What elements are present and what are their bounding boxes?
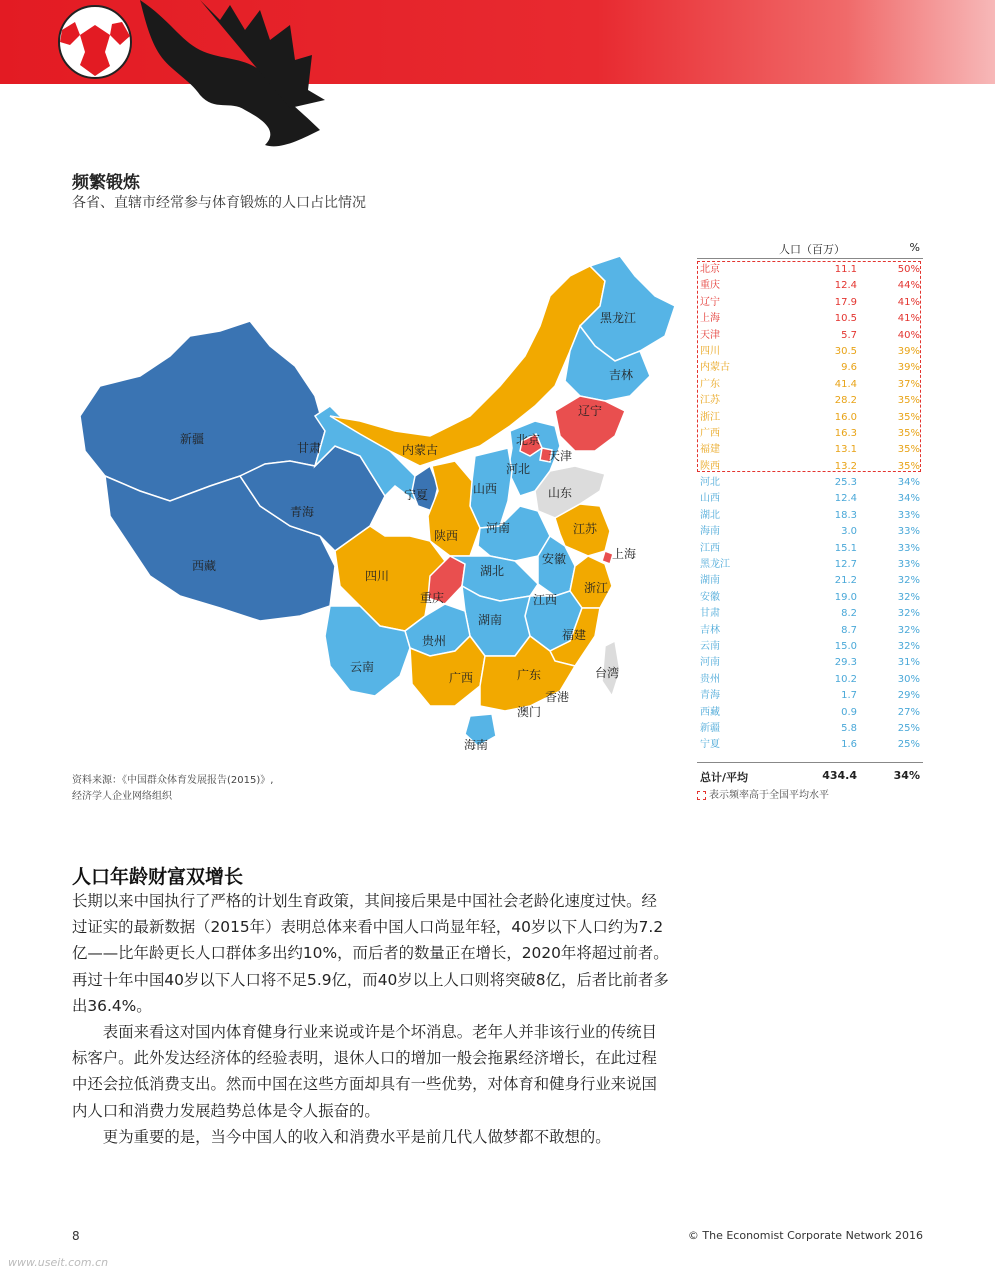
article-paragraph-1: 长期以来中国执行了严格的计划生育政策，其间接后果是中国社会老龄化速度过快。经过证实的最新数据（2015年）表明总体来看中国人口尚显年轻，40岁以下人口约为7.2亿——比年龄更长人口群体多出约10%，而后者的数量正在增长，2020年将超过前者。再过十年中国40岁以下人口将不足5.9亿，而40岁以上人口则将突破8亿，后者比前者多出36.4%。 (72, 892, 669, 1015)
row-population: 1.7 (841, 690, 857, 702)
total-label: 总计/平均 (700, 770, 749, 784)
row-percent: 33% (897, 526, 920, 538)
chart-title: 频繁锻炼 (72, 173, 140, 193)
row-percent: 41% (897, 296, 920, 308)
label-heilongjiang: 黑龙江 (600, 311, 637, 325)
row-province: 广东 (700, 378, 720, 390)
table-row (697, 721, 923, 737)
label-tianjin: 天津 (548, 449, 573, 463)
article-paragraph-3: 更为重要的是，当今中国人的收入和消费水平是前几代人做梦都不敢想的。 (102, 1127, 611, 1146)
label-anhui: 安徽 (542, 552, 567, 566)
row-province: 宁夏 (700, 739, 720, 751)
table-row (697, 328, 923, 344)
row-province: 天津 (700, 329, 720, 341)
row-percent: 41% (897, 313, 920, 325)
total-percent: 34% (893, 768, 920, 782)
label-neimenggu: 内蒙古 (402, 443, 439, 457)
article-heading: 人口年龄财富双增长 (72, 866, 244, 888)
row-province: 上海 (700, 313, 720, 325)
label-jiangsu: 江苏 (573, 522, 598, 536)
table-row (697, 672, 923, 688)
row-percent: 50% (897, 264, 920, 275)
source-line-2: 经济学人企业网络组织 (72, 791, 172, 802)
row-population: 12.7 (834, 559, 857, 571)
label-hubei: 湖北 (480, 564, 505, 578)
article-body (72, 888, 672, 1150)
row-population: 19.0 (834, 591, 857, 603)
table-row (697, 344, 923, 360)
row-population: 5.7 (841, 329, 857, 341)
table-legend (697, 786, 829, 801)
row-percent: 32% (897, 575, 920, 587)
label-hunan: 湖南 (478, 613, 503, 627)
table-row (697, 442, 923, 458)
chart-subtitle: 各省、直辖市经常参与体育锻炼的人口占比情况 (72, 195, 366, 211)
row-province: 贵州 (700, 673, 720, 685)
table-row (697, 623, 923, 639)
label-jilin: 吉林 (609, 368, 634, 382)
row-population: 13.2 (834, 460, 857, 472)
row-percent: 39% (897, 345, 920, 357)
table-row (697, 606, 923, 622)
row-population: 41.4 (834, 378, 857, 390)
row-province: 湖南 (700, 575, 720, 587)
row-population: 3.0 (841, 526, 857, 538)
table-row (697, 705, 923, 721)
label-xinjiang: 新疆 (180, 432, 205, 446)
header-population: 人口（百万） (779, 243, 845, 256)
china-choropleth-map (60, 236, 637, 766)
label-xianggang: 香港 (545, 690, 570, 704)
label-taiwan: 台湾 (595, 666, 620, 680)
table-row (697, 410, 923, 426)
label-hebei: 河北 (506, 462, 531, 476)
label-aomen: 澳门 (517, 705, 542, 719)
label-guangdong: 广东 (517, 668, 542, 682)
row-population: 11.1 (834, 264, 857, 275)
row-province: 广西 (700, 427, 720, 439)
row-population: 16.3 (834, 427, 857, 439)
population-table (697, 236, 923, 789)
table-row (697, 590, 923, 606)
row-population: 1.6 (841, 739, 857, 751)
label-chongqing: 重庆 (420, 591, 445, 605)
row-province: 河北 (700, 477, 720, 489)
label-zhejiang: 浙江 (584, 581, 609, 595)
row-population: 25.3 (834, 477, 857, 489)
row-population: 5.8 (841, 722, 857, 734)
row-province: 四川 (700, 345, 720, 357)
label-henan: 河南 (486, 521, 511, 535)
row-population: 10.5 (834, 313, 857, 325)
row-percent: 31% (897, 657, 920, 669)
row-population: 13.1 (834, 444, 857, 456)
label-hainan: 海南 (464, 738, 489, 752)
label-yunnan: 云南 (350, 660, 375, 674)
table-row (697, 524, 923, 540)
row-percent: 32% (897, 608, 920, 620)
table-row (697, 278, 923, 294)
row-percent: 25% (897, 722, 920, 734)
row-percent: 35% (897, 460, 920, 472)
row-percent: 35% (897, 427, 920, 439)
row-province: 福建 (700, 444, 720, 456)
row-province: 吉林 (700, 624, 720, 636)
header-percent: % (909, 241, 920, 254)
row-province: 新疆 (700, 722, 720, 734)
table-row (697, 639, 923, 655)
row-population: 18.3 (834, 509, 857, 521)
row-percent: 39% (897, 362, 920, 374)
row-percent: 35% (897, 411, 920, 423)
row-province: 内蒙古 (700, 362, 730, 374)
legend-text: 表示频率高于全国平均水平 (709, 790, 829, 801)
row-province: 江苏 (700, 395, 720, 407)
table-rows (697, 262, 923, 754)
label-beijing: 北京 (516, 433, 541, 447)
row-population: 30.5 (834, 345, 857, 357)
row-province: 青海 (700, 690, 720, 702)
football-dragon-illustration (50, 0, 340, 160)
row-percent: 40% (897, 329, 920, 341)
row-population: 29.3 (834, 657, 857, 669)
label-shandong: 山东 (548, 486, 573, 500)
row-population: 12.4 (834, 280, 857, 292)
label-sichuan: 四川 (365, 569, 390, 583)
row-percent: 30% (897, 673, 920, 685)
label-jiangxi: 江西 (533, 593, 558, 607)
label-ningxia: 宁夏 (404, 488, 429, 502)
row-population: 9.6 (841, 362, 857, 374)
row-percent: 32% (897, 640, 920, 652)
row-population: 8.2 (841, 608, 857, 620)
label-guizhou: 贵州 (422, 634, 447, 648)
label-qinghai: 青海 (290, 505, 315, 519)
row-province: 海南 (700, 526, 720, 538)
row-percent: 32% (897, 591, 920, 603)
row-province: 黑龙江 (700, 559, 730, 571)
row-population: 0.9 (841, 706, 857, 718)
row-percent: 33% (897, 542, 920, 554)
row-population: 17.9 (834, 296, 857, 308)
row-province: 安徽 (700, 591, 720, 603)
copyright: © The Economist Corporate Network 2016 (687, 1229, 923, 1242)
row-percent: 37% (897, 378, 920, 390)
row-province: 浙江 (700, 411, 720, 423)
row-province: 甘肃 (700, 608, 720, 620)
row-percent: 29% (897, 690, 920, 702)
total-population: 434.4 (822, 768, 857, 782)
table-row (697, 508, 923, 524)
table-row (697, 262, 923, 278)
table-row (697, 295, 923, 311)
row-percent: 44% (897, 280, 920, 292)
label-gansu: 甘肃 (297, 441, 322, 455)
row-percent: 27% (897, 706, 920, 718)
row-percent: 25% (897, 739, 920, 751)
row-province: 重庆 (700, 280, 720, 292)
table-row (697, 688, 923, 704)
row-population: 28.2 (834, 395, 857, 407)
row-province: 河南 (700, 657, 720, 669)
table-row (697, 475, 923, 491)
row-population: 15.1 (834, 542, 857, 554)
table-row (697, 491, 923, 507)
row-population: 21.2 (834, 575, 857, 587)
source-note (72, 773, 273, 805)
row-province: 江西 (700, 542, 720, 554)
row-province: 北京 (700, 264, 720, 275)
label-shaanxi: 陕西 (434, 529, 459, 543)
row-percent: 33% (897, 509, 920, 521)
table-row (697, 360, 923, 376)
table-row (697, 426, 923, 442)
table-row (697, 393, 923, 409)
row-province: 陕西 (700, 460, 720, 472)
table-row (697, 541, 923, 557)
row-percent: 32% (897, 624, 920, 636)
label-guangxi: 广西 (449, 671, 474, 685)
row-population: 10.2 (834, 673, 857, 685)
row-percent: 34% (897, 477, 920, 489)
table-header (697, 236, 923, 259)
row-percent: 34% (897, 493, 920, 505)
page-number: 8 (72, 1229, 80, 1243)
table-row (697, 311, 923, 327)
table-row (697, 377, 923, 393)
label-fujian: 福建 (562, 628, 587, 642)
row-population: 16.0 (834, 411, 857, 423)
row-province: 山西 (700, 493, 720, 505)
row-province: 西藏 (700, 706, 720, 718)
table-row (697, 557, 923, 573)
table-row (697, 573, 923, 589)
legend-dashed-box-icon (697, 791, 706, 800)
row-percent: 35% (897, 395, 920, 407)
label-liaoning: 辽宁 (578, 404, 603, 418)
table-row (697, 459, 923, 475)
row-province: 辽宁 (700, 296, 720, 308)
row-percent: 35% (897, 444, 920, 456)
row-population: 15.0 (834, 640, 857, 652)
row-population: 8.7 (841, 624, 857, 636)
table-row (697, 737, 923, 753)
watermark: www.useit.com.cn (8, 1256, 109, 1269)
label-shanxi: 山西 (473, 482, 498, 496)
article-paragraph-2: 表面来看这对国内体育健身行业来说或许是个坏消息。老年人并非该行业的传统目标客户。此外发达经济体的经验表明，退休人口的增加一般会拖累经济增长，在此过程中还会拉低消费支出。然而中国在这些方面却具有一些优势，对体育和健身行业来说国内人口和消费力发展趋势总体是令人振奋的。 (72, 1023, 657, 1120)
label-shanghai: 上海 (612, 547, 637, 561)
row-province: 云南 (700, 640, 720, 652)
label-xizang: 西藏 (192, 559, 217, 573)
row-percent: 33% (897, 559, 920, 571)
table-row (697, 655, 923, 671)
row-population: 12.4 (834, 493, 857, 505)
source-line-1: 资料来源：《中国群众体育发展报告(2015)》, (72, 775, 274, 786)
table-total-row (697, 762, 923, 789)
row-province: 湖北 (700, 509, 720, 521)
